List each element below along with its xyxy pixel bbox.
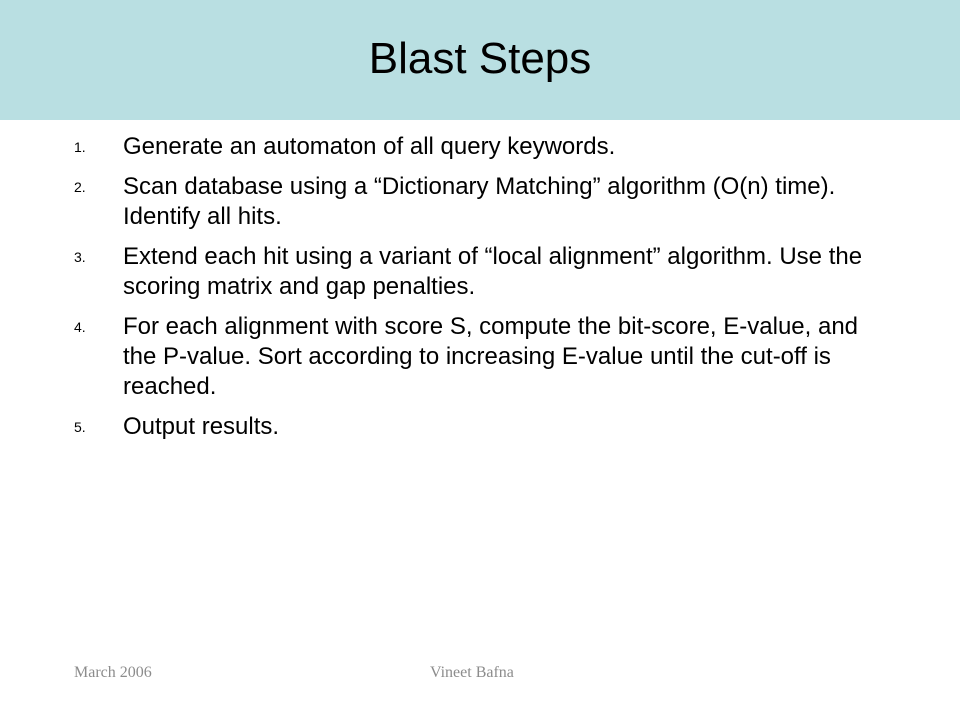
title-bar bbox=[0, 0, 960, 120]
step-number: 4. bbox=[74, 319, 86, 335]
list-item bbox=[74, 132, 894, 162]
step-text: Output results. bbox=[123, 413, 280, 440]
list-item bbox=[74, 242, 894, 302]
list-item bbox=[74, 172, 894, 232]
step-text: For each alignment with score S, compute the bit-score, E-value, and the P-value. Sort according to increasing E-value until the cut-off is reached. bbox=[123, 313, 859, 400]
list-item bbox=[74, 412, 894, 442]
footer-author: Vineet Bafna bbox=[430, 664, 514, 681]
step-text: Extend each hit using a variant of “local alignment” algorithm. Use the scoring matrix and gap penalties. bbox=[123, 243, 863, 300]
list-item bbox=[74, 312, 894, 402]
step-number: 2. bbox=[74, 179, 86, 195]
steps-list bbox=[74, 132, 894, 452]
footer-date: March 2006 bbox=[74, 664, 152, 681]
slide-title: Blast Steps bbox=[368, 34, 592, 83]
step-text: Scan database using a “Dictionary Matching” algorithm (O(n) time). Identify all hits. bbox=[123, 173, 836, 230]
step-number: 5. bbox=[74, 419, 86, 435]
step-number: 1. bbox=[74, 139, 86, 155]
step-text: Generate an automaton of all query keywords. bbox=[123, 133, 616, 160]
step-number: 3. bbox=[74, 249, 86, 265]
